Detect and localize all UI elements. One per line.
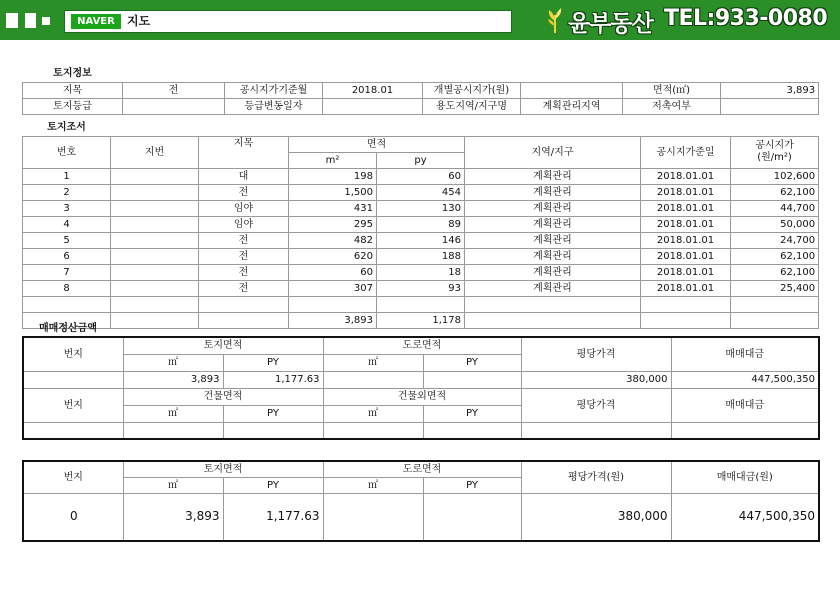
outer-py-label: PY: [423, 405, 521, 422]
row-price: 25,400: [731, 280, 819, 296]
table-row: [23, 248, 819, 264]
outer-m2-label: ㎡: [323, 405, 423, 422]
unit-price-label: 평당가격(원): [521, 461, 671, 493]
individual-price-value: [521, 82, 623, 98]
total-py: 1,178: [377, 312, 465, 328]
building-area-label: 건물면적: [123, 388, 323, 405]
row-price: 24,700: [731, 232, 819, 248]
row-price: 62,100: [731, 264, 819, 280]
total-price-value: 447,500,350: [671, 493, 819, 541]
row-price: 62,100: [731, 184, 819, 200]
jibun-label: 번지: [23, 388, 123, 422]
col-py: py: [377, 152, 465, 168]
col-area: 면적: [289, 136, 465, 152]
grade-change-value: [323, 98, 423, 114]
base-month-value: 2018.01: [323, 82, 423, 98]
row-no: 5: [23, 232, 111, 248]
section-title: 토지조서: [47, 122, 86, 134]
land-rows: [23, 168, 819, 296]
row-jimok: 대: [199, 168, 289, 184]
restriction-value: [721, 98, 819, 114]
land-area-label: 토지면적: [123, 461, 323, 477]
unit-price-label: 평당가격: [521, 337, 671, 371]
row-m2: 1,500: [289, 184, 377, 200]
unit-price-value: 380,000: [521, 371, 671, 388]
road-m2-label: ㎡: [323, 477, 423, 493]
table-row: [23, 216, 819, 232]
land-py-value: 1,177.63: [223, 371, 323, 388]
brand-name: 윤부동산: [568, 11, 653, 37]
table-row: [23, 232, 819, 248]
road-m2-label: ㎡: [323, 354, 423, 371]
col-jimok: 지목: [199, 136, 289, 168]
land-m2-label: ㎡: [123, 477, 223, 493]
row-zone: 계획관리: [465, 216, 641, 232]
land-area-label: 토지면적: [123, 337, 323, 354]
row-jimok: 전: [199, 248, 289, 264]
row-month: 2018.01.01: [641, 232, 731, 248]
col-base-month: 공시지가준일: [641, 136, 731, 168]
row-month: 2018.01.01: [641, 200, 731, 216]
zone-label: 용도지역/지구명: [423, 98, 521, 114]
row-jibun: [111, 184, 199, 200]
row-no: 6: [23, 248, 111, 264]
row-jimok: 전: [199, 232, 289, 248]
grade-value: [123, 98, 225, 114]
row-no: 2: [23, 184, 111, 200]
total-label: 매매대금: [671, 388, 819, 422]
jibun-value: 0: [23, 493, 123, 541]
zone-value: 계획관리지역: [521, 98, 623, 114]
col-no: 번호: [23, 136, 111, 168]
row-month: 2018.01.01: [641, 264, 731, 280]
land-m2-value: 3,893: [123, 371, 223, 388]
row-no: 7: [23, 264, 111, 280]
summary-table: [22, 460, 820, 542]
row-jimok: 임야: [199, 200, 289, 216]
jimok-label: 지목: [23, 82, 123, 98]
map-label: 지도: [127, 14, 151, 28]
col-price-label: 공시지가: [755, 140, 794, 151]
row-month: 2018.01.01: [641, 216, 731, 232]
row-zone: 계획관리: [465, 264, 641, 280]
table-row: [23, 168, 819, 184]
row-no: 4: [23, 216, 111, 232]
row-zone: 계획관리: [465, 184, 641, 200]
land-info-table: [22, 66, 819, 115]
plant-icon: [546, 7, 564, 33]
row-zone: 계획관리: [465, 232, 641, 248]
row-m2: 482: [289, 232, 377, 248]
row-jibun: [111, 248, 199, 264]
row-zone: 계획관리: [465, 248, 641, 264]
row-jimok: 전: [199, 280, 289, 296]
row-py: 454: [377, 184, 465, 200]
row-jimok: 임야: [199, 216, 289, 232]
row-py: 188: [377, 248, 465, 264]
row-price: 50,000: [731, 216, 819, 232]
row-no: 3: [23, 200, 111, 216]
road-py-label: PY: [423, 354, 521, 371]
row-m2: 307: [289, 280, 377, 296]
section-title: 토지정보: [53, 68, 92, 80]
unit-price-value: 380,000: [521, 493, 671, 541]
menu-square-icon[interactable]: [25, 13, 36, 28]
row-jibun: [111, 168, 199, 184]
land-py-label: PY: [223, 354, 323, 371]
settlement-table: [22, 320, 820, 440]
road-area-label: 도로면적: [323, 461, 521, 477]
road-py-label: PY: [423, 477, 521, 493]
row-zone: 계획관리: [465, 200, 641, 216]
table-row: [23, 280, 819, 296]
building-py-label: PY: [223, 405, 323, 422]
header-bar: [0, 0, 840, 40]
map-tab[interactable]: [64, 10, 512, 33]
land-survey-table: [22, 120, 819, 329]
building-outer-label: 건물외면적: [323, 388, 521, 405]
base-month-label: 공시지가기준월: [225, 82, 323, 98]
row-price: 44,700: [731, 200, 819, 216]
col-price-unit: (원/m²): [757, 152, 792, 163]
table-row: [23, 200, 819, 216]
jimok-value: 전: [123, 82, 225, 98]
row-month: 2018.01.01: [641, 248, 731, 264]
row-py: 93: [377, 280, 465, 296]
total-label: 매매대금: [671, 337, 819, 371]
land-m2-label: ㎡: [123, 354, 223, 371]
row-jimok: 전: [199, 264, 289, 280]
row-jimok: 전: [199, 184, 289, 200]
row-m2: 620: [289, 248, 377, 264]
row-py: 60: [377, 168, 465, 184]
row-py: 89: [377, 216, 465, 232]
row-py: 130: [377, 200, 465, 216]
jibun-label: 번지: [23, 461, 123, 493]
row-m2: 295: [289, 216, 377, 232]
jibun-label: 번지: [23, 337, 123, 371]
area-value: 3,893: [721, 82, 819, 98]
building-m2-label: ㎡: [123, 405, 223, 422]
brand-banner: [516, 3, 836, 37]
table-row: [23, 184, 819, 200]
total-label: 매매대금(원): [671, 461, 819, 493]
menu-square-small-icon[interactable]: [42, 17, 50, 25]
grade-change-label: 등급변동일자: [225, 98, 323, 114]
row-no: 8: [23, 280, 111, 296]
individual-price-label: 개별공시지가(원): [423, 82, 521, 98]
row-m2: 198: [289, 168, 377, 184]
naver-logo: NAVER: [71, 14, 121, 29]
row-jibun: [111, 232, 199, 248]
col-jibun: 지번: [111, 136, 199, 168]
row-jibun: [111, 280, 199, 296]
row-py: 146: [377, 232, 465, 248]
row-price: 62,100: [731, 248, 819, 264]
brand-phone: TEL:933-0080: [664, 6, 828, 31]
land-m2-value: 3,893: [123, 493, 223, 541]
row-zone: 계획관리: [465, 168, 641, 184]
row-month: 2018.01.01: [641, 280, 731, 296]
table-row: [23, 264, 819, 280]
row-m2: 431: [289, 200, 377, 216]
col-price: [731, 136, 819, 168]
unit-price-label: 평당가격: [521, 388, 671, 422]
row-no: 1: [23, 168, 111, 184]
total-m2: 3,893: [289, 312, 377, 328]
restriction-label: 저촉여부: [623, 98, 721, 114]
road-area-label: 도로면적: [323, 337, 521, 354]
row-price: 102,600: [731, 168, 819, 184]
menu-square-icon[interactable]: [6, 13, 18, 28]
grade-label: 토지등급: [23, 98, 123, 114]
row-py: 18: [377, 264, 465, 280]
col-m2: m²: [289, 152, 377, 168]
row-m2: 60: [289, 264, 377, 280]
row-month: 2018.01.01: [641, 168, 731, 184]
section-title: 매매정산금액: [39, 322, 97, 334]
land-py-label: PY: [223, 477, 323, 493]
col-zone: 지역/지구: [465, 136, 641, 168]
row-jibun: [111, 264, 199, 280]
row-zone: 계획관리: [465, 280, 641, 296]
row-jibun: [111, 200, 199, 216]
total-price-value: 447,500,350: [671, 371, 819, 388]
row-jibun: [111, 216, 199, 232]
row-month: 2018.01.01: [641, 184, 731, 200]
area-label: 면적(㎡): [623, 82, 721, 98]
land-py-value: 1,177.63: [223, 493, 323, 541]
